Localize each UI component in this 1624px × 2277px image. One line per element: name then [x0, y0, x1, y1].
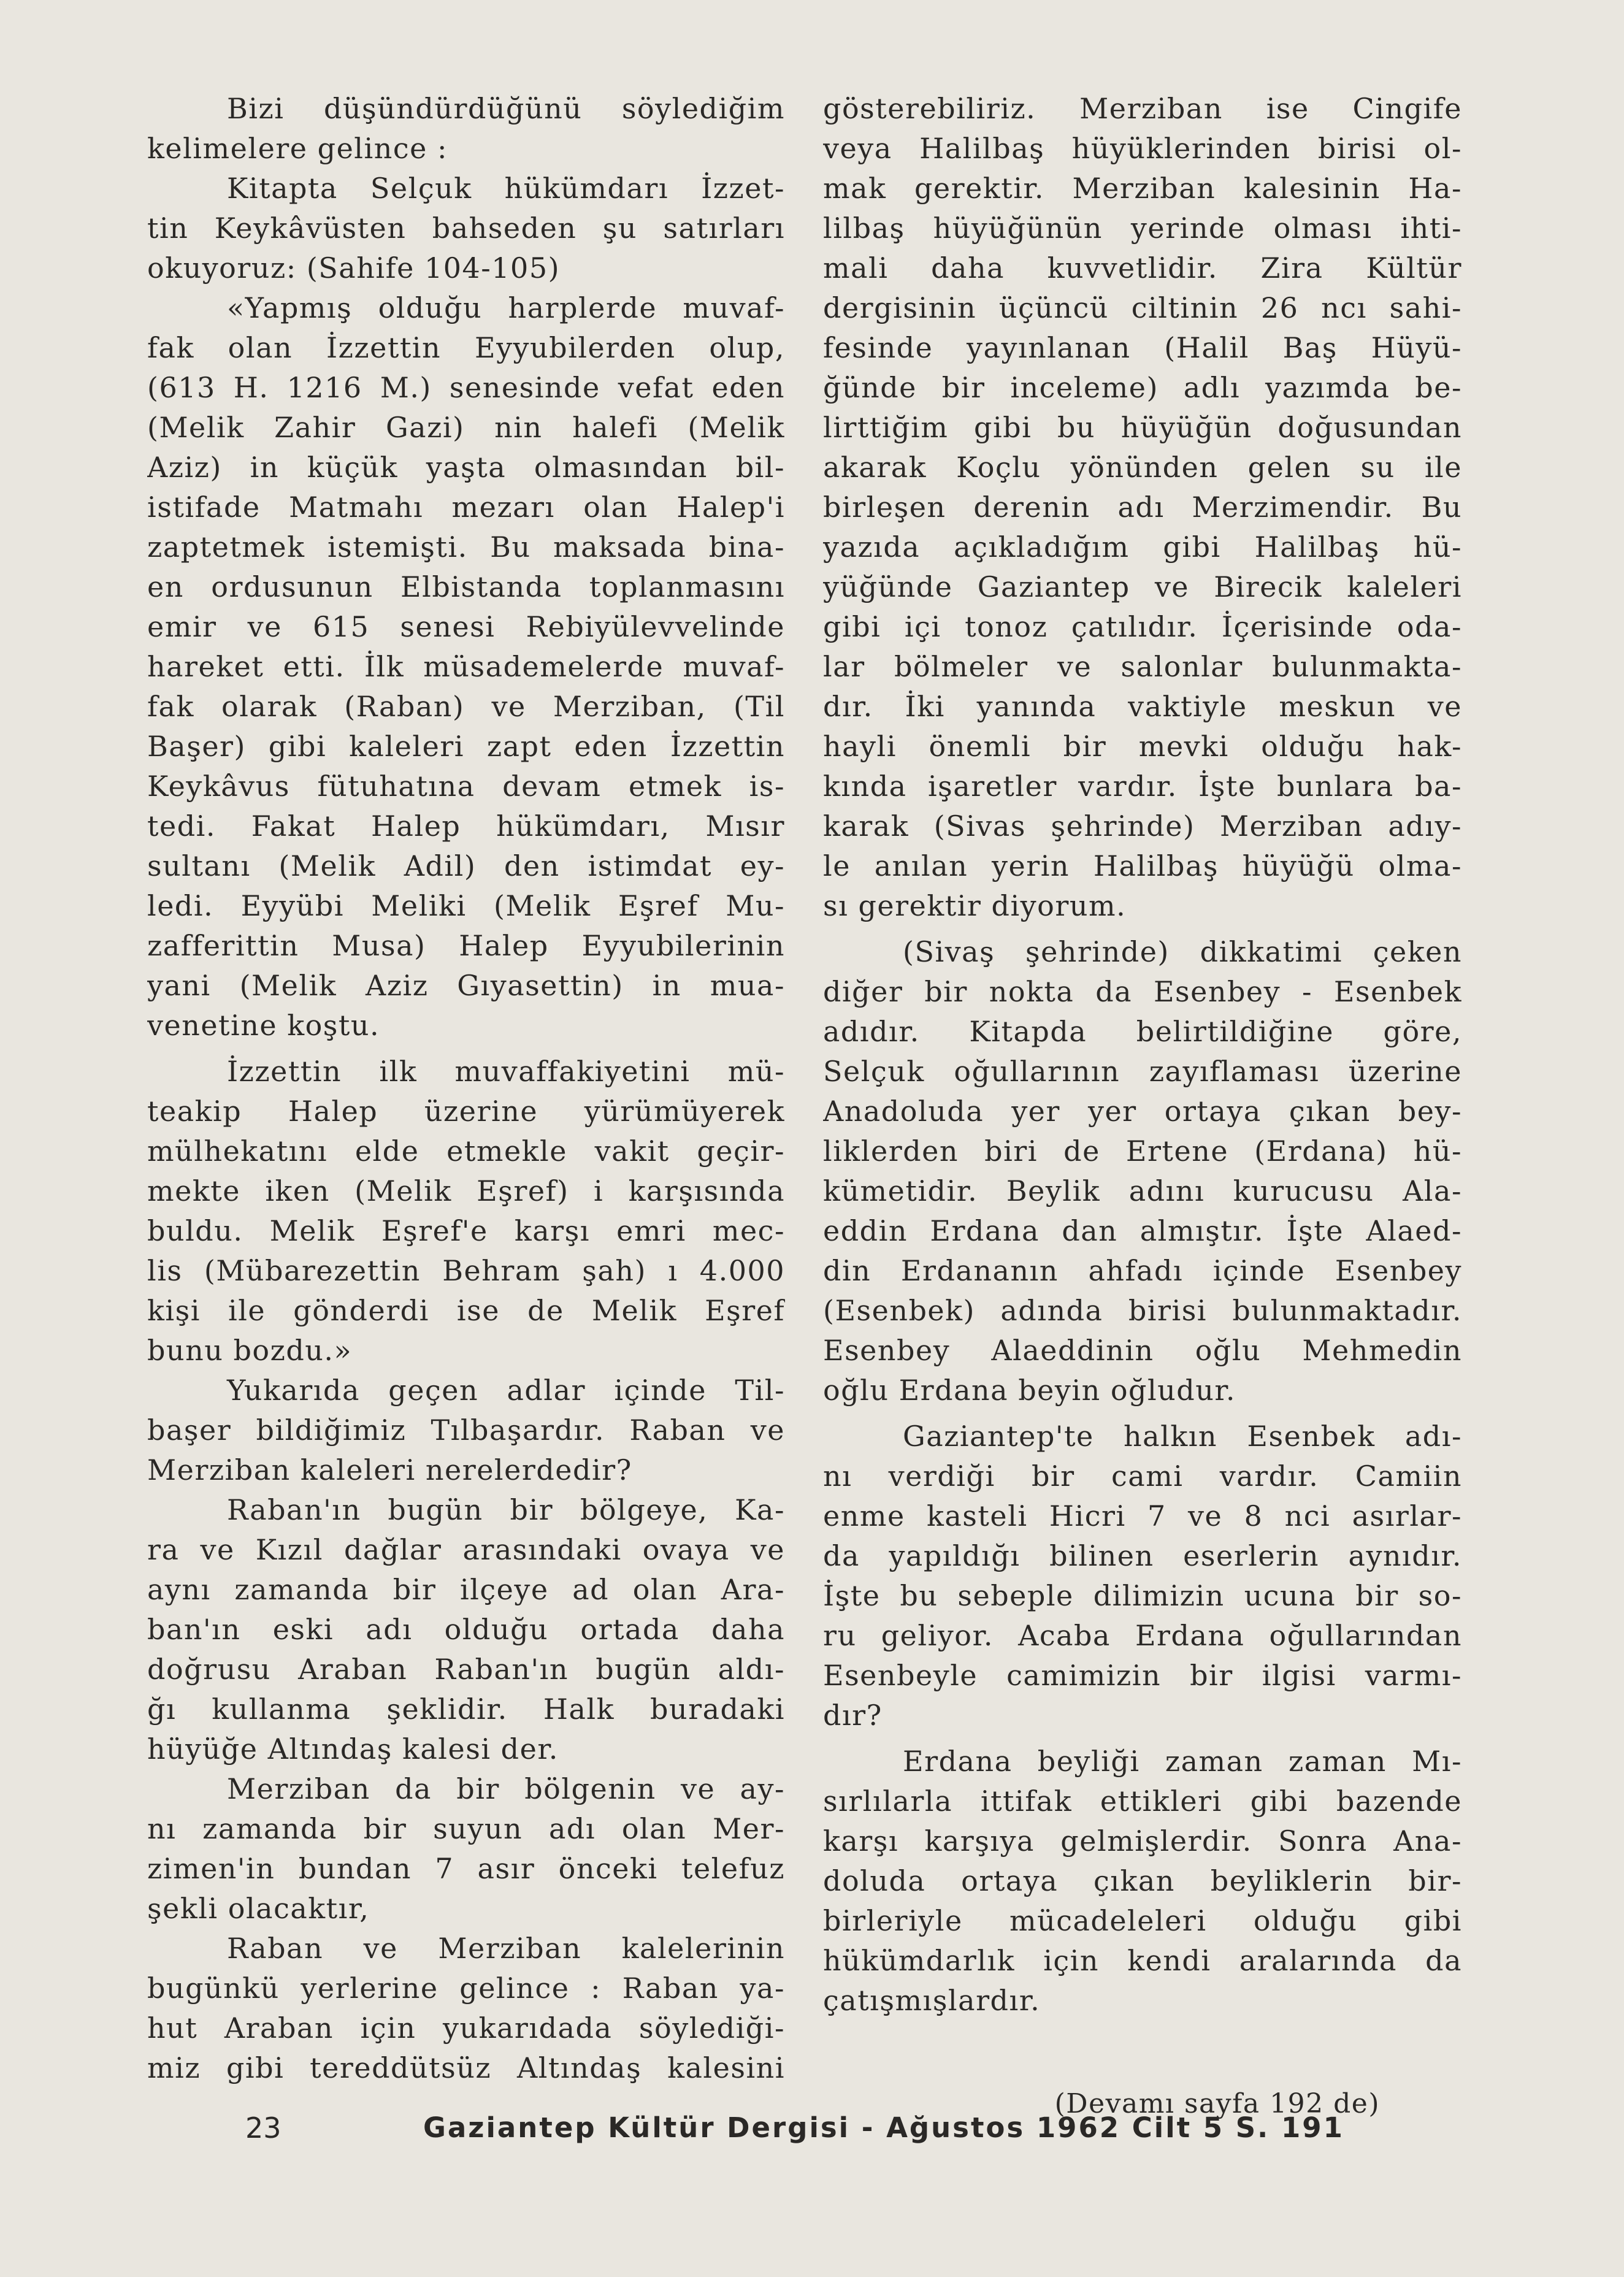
text-line: Aziz) in küçük yaşta olmasından bil-	[147, 451, 785, 484]
text-line: Gaziantep'te halkın Esenbek adı-	[903, 1420, 1462, 1453]
text-line: Raban ve Merziban kalelerinin	[227, 1932, 785, 1965]
text-line: mali daha kuvvetlidir. Zira Kültür	[823, 251, 1462, 285]
text-line: miz gibi tereddütsüz Altındaş kalesini	[147, 2051, 785, 2084]
text-line: (Sivaş şehrinde) dikkatimi çeken	[903, 935, 1462, 968]
text-line: ledi. Eyyübi Meliki (Melik Eşref Mu-	[147, 889, 785, 922]
text-line: buldu. Melik Eşref'e karşı emri mec-	[147, 1214, 785, 1247]
text-line: diğer bir nokta da Esenbey - Esenbek	[823, 975, 1462, 1008]
journal-footer: Gaziantep Kültür Dergisi - Ağustos 1962 Cilt 5 S. 191	[423, 2111, 1344, 2144]
text-line: fak olarak (Raban) ve Merziban, (Til	[147, 690, 785, 723]
text-line: teakip Halep üzerine yürümüyerek	[147, 1095, 785, 1128]
text-line: birleriyle mücadeleleri olduğu gibi	[823, 1904, 1462, 1937]
text-line: gibi içi tonoz çatılıdır. İçerisinde oda-	[823, 610, 1462, 643]
text-line: akarak Koçlu yönünden gelen su ile	[823, 451, 1462, 484]
text-line: hayli önemli bir mevki olduğu hak-	[823, 730, 1462, 763]
text-line: dır. İki yanında vaktiyle meskun ve	[823, 690, 1462, 723]
text-line: karak (Sivas şehrinde) Merziban adıy-	[823, 809, 1462, 843]
text-line: eddin Erdana dan almıştır. İşte Alaed-	[823, 1214, 1462, 1247]
text-line: nı zamanda bir suyun adı olan Mer-	[147, 1812, 785, 1845]
right-text-column	[823, 89, 1462, 2021]
paragraph-gap	[823, 1410, 1462, 1417]
text-line: mülhekatını elde etmekle vakit geçir-	[147, 1135, 785, 1168]
text-line: Selçuk oğullarının zayıflaması üzerine	[823, 1055, 1462, 1088]
text-line: çatışmışlardır.	[823, 1984, 1041, 2017]
text-line: ru geliyor. Acaba Erdana oğullarından	[823, 1619, 1462, 1652]
text-line: doğrusu Araban Raban'ın bugün aldı-	[147, 1653, 785, 1686]
text-line: dır?	[823, 1699, 883, 1732]
text-line: tedi. Fakat Halep hükümdarı, Mısır	[147, 809, 785, 843]
text-line: yazıda açıkladığım gibi Halilbaş hü-	[823, 530, 1462, 564]
text-line: yani (Melik Aziz Gıyasettin) in mua-	[147, 969, 785, 1002]
text-line: venetine koştu.	[147, 1009, 380, 1042]
text-line: İşte bu sebeple dilimizin ucuna bir so-	[823, 1579, 1462, 1612]
text-line: sultanı (Melik Adil) den istimdat ey-	[147, 849, 785, 882]
text-line: okuyoruz: (Sahife 104-105)	[147, 251, 561, 285]
text-line: veya Halilbaş hüyüklerinden birisi ol-	[823, 132, 1462, 165]
text-line: kında işaretler vardır. İşte bunlara ba-	[823, 770, 1462, 803]
text-line: ra ve Kızıl dağlar arasındaki ovaya ve	[147, 1533, 785, 1566]
text-line: Kitapta Selçuk hükümdarı İzzet-	[227, 172, 785, 205]
text-line: sı gerektir diyorum.	[823, 889, 1127, 922]
text-line: Anadoluda yer yer ortaya çıkan bey-	[823, 1095, 1462, 1128]
text-line: (Melik Zahir Gazi) nin halefi (Melik	[147, 411, 785, 444]
text-line: da yapıldığı bilinen eserlerin aynıdır.	[823, 1539, 1462, 1572]
text-line: Esenbeyle camimizin bir ilgisi varmı-	[823, 1659, 1462, 1692]
text-line: Başer) gibi kaleleri zapt eden İzzettin	[147, 730, 785, 763]
text-line: Yukarıda geçen adlar içinde Til-	[227, 1374, 785, 1407]
text-line: hükümdarlık için kendi aralarında da	[823, 1944, 1462, 1977]
text-line: gösterebiliriz. Merziban ise Cingife	[823, 92, 1462, 125]
text-line: zimen'in bundan 7 asır önceki telefuz	[147, 1852, 785, 1885]
text-line: zaptetmek istemişti. Bu maksada bina-	[147, 530, 785, 564]
text-line: ğı kullanma şeklidir. Halk buradaki	[147, 1693, 785, 1726]
text-line: lirttiğim gibi bu hüyüğün doğusundan	[823, 411, 1462, 444]
text-line: mekte iken (Melik Eşref) i karşısında	[147, 1174, 785, 1207]
text-line: oğlu Erdana beyin oğludur.	[823, 1374, 1236, 1407]
paragraph-gap	[823, 926, 1462, 932]
text-line: karşı karşıya gelmişlerdir. Sonra Ana-	[823, 1824, 1462, 1858]
text-line: lis (Mübarezettin Behram şah) ı 4.000	[147, 1254, 785, 1287]
text-line: kümetidir. Beylik adını kurucusu Ala-	[823, 1174, 1462, 1207]
text-line: adıdır. Kitapda belirtildiğine göre,	[823, 1015, 1462, 1048]
text-line: Merziban kaleleri nerelerdedir?	[147, 1453, 632, 1487]
continuation-note: (Devamı sayfa 192 de)	[1054, 2088, 1380, 2119]
text-line: nı verdiği bir cami vardır. Camiin	[823, 1460, 1462, 1493]
text-line: şekli olacaktır,	[147, 1892, 370, 1925]
text-line: sırlılarla ittifak ettikleri gibi bazende	[823, 1785, 1462, 1818]
text-line: din Erdananın ahfadı içinde Esenbey	[823, 1254, 1462, 1287]
text-line: hut Araban için yukarıdada söylediği-	[147, 2011, 785, 2045]
text-line: Esenbey Alaeddinin oğlu Mehmedin	[823, 1334, 1462, 1367]
text-line: ban'ın eski adı olduğu ortada daha	[147, 1613, 785, 1646]
text-line: hareket etti. İlk müsademelerde muvaf-	[147, 650, 785, 683]
text-line: lar bölmeler ve salonlar bulunmakta-	[823, 650, 1462, 683]
text-line: tin Keykâvüsten bahseden şu satırları	[147, 212, 785, 245]
text-line: kelimelere gelince :	[147, 132, 448, 165]
text-line: (Esenbek) adında birisi bulunmaktadır.	[823, 1294, 1462, 1327]
text-line: Merziban da bir bölgenin ve ay-	[227, 1772, 785, 1805]
paragraph-gap	[823, 1735, 1462, 1742]
page-number: 23	[245, 2111, 282, 2145]
text-line: «Yapmış olduğu harplerde muvaf-	[227, 291, 785, 324]
left-text-column	[147, 89, 785, 2088]
text-line: doluda ortaya çıkan beyliklerin bir-	[823, 1864, 1462, 1897]
text-line: le anılan yerin Halilbaş hüyüğü olma-	[823, 849, 1462, 882]
text-line: en ordusunun Elbistanda toplanmasını	[147, 570, 785, 603]
text-line: mak gerektir. Merziban kalesinin Ha-	[823, 172, 1462, 205]
text-line: liklerden biri de Ertene (Erdana) hü-	[823, 1135, 1462, 1168]
text-line: Raban'ın bugün bir bölgeye, Ka-	[227, 1493, 785, 1526]
text-line: fesinde yayınlanan (Halil Baş Hüyü-	[823, 331, 1462, 364]
text-line: İzzettin ilk muvaffakiyetini mü-	[227, 1055, 785, 1088]
text-line: başer bildiğimiz Tılbaşardır. Raban ve	[147, 1414, 785, 1447]
text-line: birleşen derenin adı Merzimendir. Bu	[823, 491, 1462, 524]
text-line: kişi ile gönderdi ise de Melik Eşref	[147, 1294, 785, 1327]
text-line: Bizi düşündürdüğünü söylediğim	[227, 92, 785, 125]
text-line: emir ve 615 senesi Rebiyülevvelinde	[147, 610, 785, 643]
text-line: istifade Matmahı mezarı olan Halep'i	[147, 491, 785, 524]
text-line: yüğünde Gaziantep ve Birecik kaleleri	[823, 570, 1462, 603]
text-line: fak olan İzzettin Eyyubilerden olup,	[147, 331, 785, 364]
text-line: lilbaş hüyüğünün yerinde olması ihti-	[823, 212, 1462, 245]
text-line: bugünkü yerlerine gelince : Raban ya-	[147, 1972, 785, 2005]
text-line: Keykâvus fütuhatına devam etmek is-	[147, 770, 785, 803]
text-line: hüyüğe Altındaş kalesi der.	[147, 1732, 559, 1766]
text-line: bunu bozdu.»	[147, 1334, 353, 1367]
text-line: enme kasteli Hicri 7 ve 8 nci asırlar-	[823, 1499, 1462, 1533]
text-line: aynı zamanda bir ilçeye ad olan Ara-	[147, 1573, 785, 1606]
text-line: zafferittin Musa) Halep Eyyubilerinin	[147, 929, 785, 962]
text-line: ğünde bir inceleme) adlı yazımda be-	[823, 371, 1462, 404]
text-line: (613 H. 1216 M.) senesinde vefat eden	[147, 371, 785, 404]
text-line: Erdana beyliği zaman zaman Mı-	[903, 1745, 1462, 1778]
paragraph-gap	[147, 1046, 785, 1052]
text-line: dergisinin üçüncü ciltinin 26 ncı sahi-	[823, 291, 1462, 324]
